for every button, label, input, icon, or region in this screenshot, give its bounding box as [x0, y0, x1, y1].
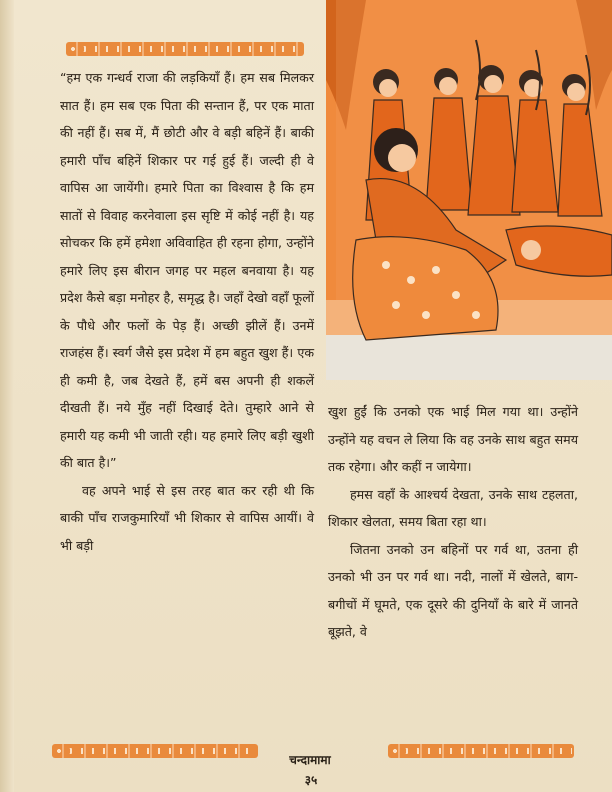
page-number: ३५ — [304, 773, 318, 787]
illustration-drawing — [326, 0, 612, 380]
right-paragraph-3: जितना उनको उन बहिनों पर गर्व था, उतना ही उनको भी उन पर गर्व था। नदी, नालों में खेलते, बाग-बगीचों में घूमते, एक दूसरे की दुनियाँ के बारे में जानते बूझते, वे — [328, 541, 578, 639]
magazine-title: चन्दामामा — [289, 753, 331, 767]
left-paragraph-2: वह अपने भाई से इस तरह बात कर रही थी कि बाकी पाँच राजकुमारियाँ भी शिकार से वापिस आयीं। वे भी बड़ी — [60, 482, 314, 553]
top-decorative-border — [66, 42, 304, 56]
page-binding-shadow — [0, 0, 14, 792]
left-text-column — [60, 64, 314, 559]
story-illustration — [326, 0, 612, 380]
bottom-left-decorative-border — [52, 744, 258, 758]
right-text-column — [328, 398, 578, 646]
right-paragraph-1: खुश हुईं कि उनको एक भाई मिल गया था। उन्होंने उन्होंने यह वचन ले लिया कि वह उनके साथ बहुत समय तक रहेगा। और कहीं न जायेगा। — [328, 404, 578, 474]
left-paragraph-1: “हम एक गन्धर्व राजा की लड़कियाँ हैं। हम सब मिलकर सात हैं। हम सब एक पिता की सन्तान हैं, पर एक माता की नहीं हैं। सब में, मैं छोटी और वे बड़ी बहिनें हैं। बाकी हमारी पाँच बहिनें शिकार पर गई हुई हैं। जल्दी ही वे वापिस आ जायेंगी। हमारे पिता का विश्वास है कि हम सातों से विवाह करनेवाला इस सृष्टि में कोई नहीं है। यह सोचकर कि हमें हमेशा अविवाहित ही रहना होगा, उन्होंने हमारे लिए इस बीरान जगह पर महल बनवाया है। यह प्रदेश कैसे बड़ा मनोहर है, समृद्ध है। जहाँ देखो वहाँ फूलों के पौधे और फलों के पेड़ हैं। अच्छी झीलें हैं। उनमें राजहंस हैं। स्वर्ग जैसे इस प्रदेश में हम बहुत खुश हैं। एक ही कमी है, जब देखते हैं, हमें बस अपनी ही शकलें दीखती हैं। नये मुँह नहीं दिखाई देते। तुम्हारे आने से हमारी यह कमी भी जाती रही। यह हमारे लिए बड़ी खुशी की बात है।” — [60, 70, 314, 470]
right-paragraph-2: हमस वहाँ के आश्चर्य देखता, उनके साथ टहलता, शिकार खेलता, समय बिता रहा था। — [328, 486, 578, 529]
bottom-right-decorative-border — [388, 744, 574, 758]
